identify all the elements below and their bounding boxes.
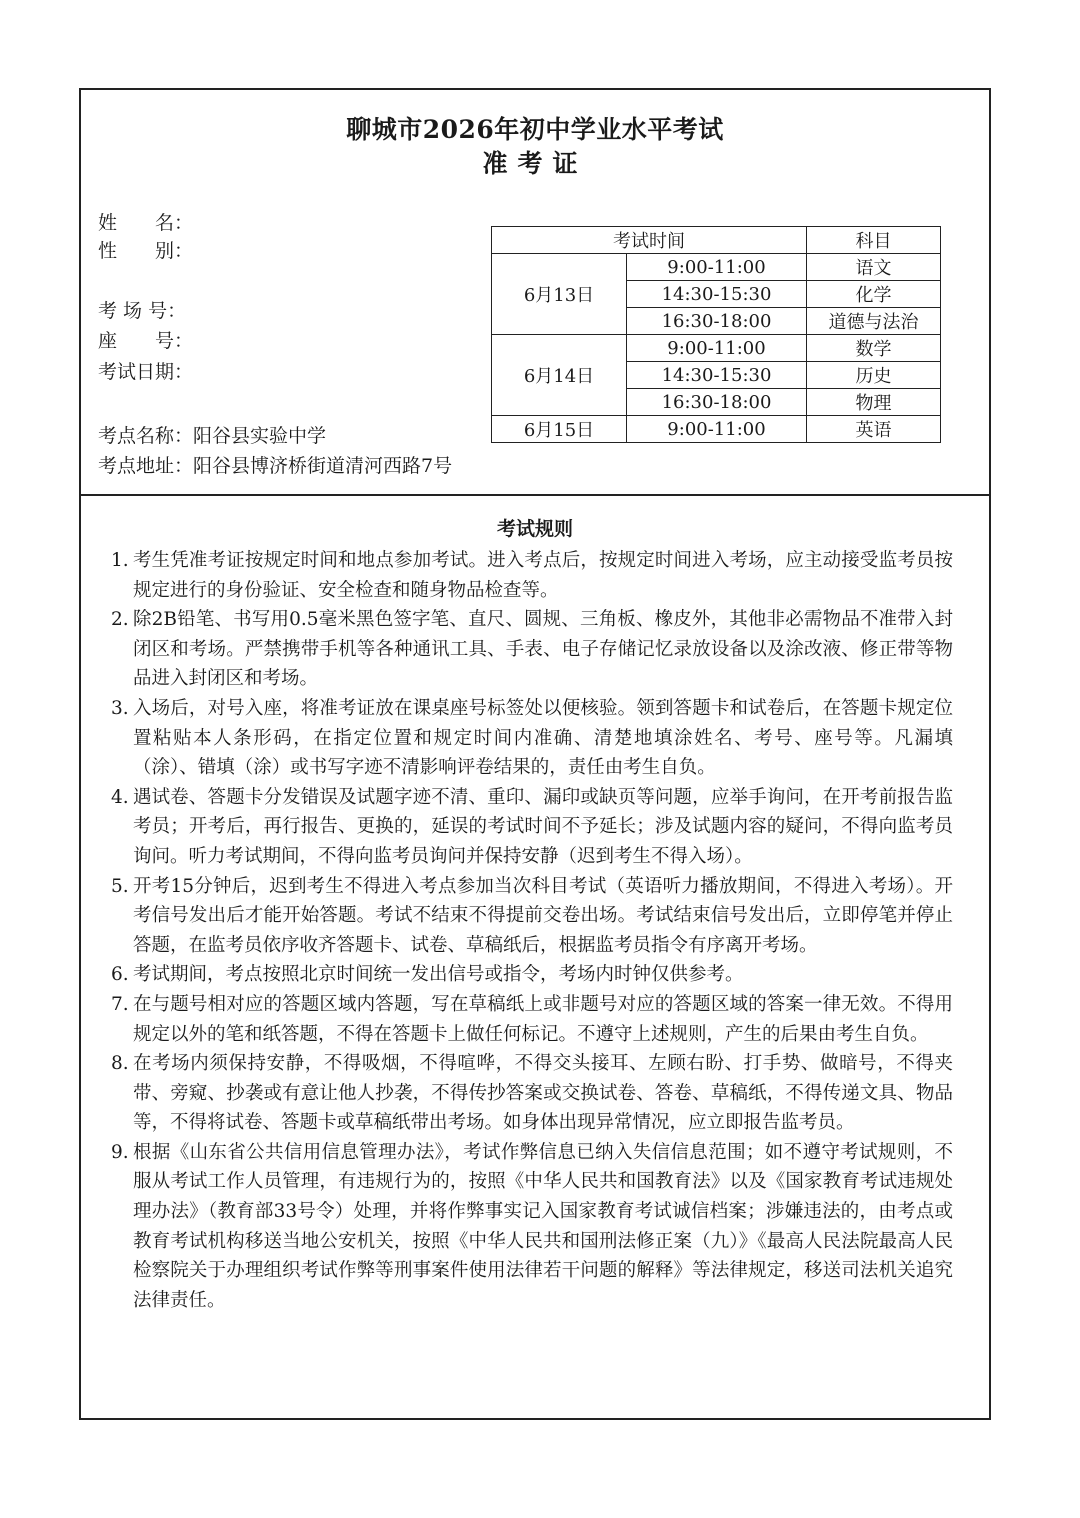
- schedule-header-row: [492, 227, 941, 254]
- rule-number: 9.: [111, 1141, 129, 1163]
- rule-item: [111, 1049, 953, 1138]
- date-cell: 6月15日: [492, 416, 627, 443]
- rule-text: 在与题号相对应的答题区域内答题，写在草稿纸上或非题号对应的答题区域的答案一律无效。不得用规定以外的笔和纸答题，不得在答题卡上做任何标记。不遵守上述规则，产生的后果由考生自负。: [133, 993, 953, 1045]
- table-row: [492, 416, 941, 443]
- rule-number: 5.: [111, 875, 129, 897]
- subject-cell: 历史: [807, 362, 941, 389]
- date-cell: 6月14日: [492, 335, 627, 416]
- room-field: [98, 296, 186, 323]
- rule-item: [111, 960, 953, 990]
- rule-text: 考试期间，考点按照北京时间统一发出信号或指令，考场内时钟仅供参考。: [133, 964, 744, 986]
- header-subject: 科目: [807, 227, 941, 254]
- venue-value: 阳谷县实验中学: [193, 425, 327, 447]
- header-exam-time: 考试时间: [492, 227, 807, 254]
- rule-number: 4.: [111, 786, 129, 808]
- rule-text: 在考场内须保持安静，不得吸烟，不得喧哗，不得交头接耳、左顾右盼、打手势、做暗号，不得夹带、旁窥、抄袭或有意让他人抄袭，不得传抄答案或交换试卷、答卷、草稿纸，不得传递文具、物品等，不得将试卷、答题卡或草稿纸带出考场。如身体出现异常情况，应立即报告监考员。: [133, 1053, 953, 1134]
- rule-text: 除2B铅笔、书写用0.5毫米黑色签字笔、直尺、圆规、三角板、橡皮外，其他非必需物品不准带入封闭区和考场。严禁携带手机等各种通讯工具、手表、电子存储记忆录放设备以及涂改液、修正带等物品进入封闭区和考场。: [133, 609, 953, 690]
- rule-number: 3.: [111, 697, 129, 719]
- rule-item: [111, 872, 953, 961]
- seat-label: 座 号：: [98, 330, 194, 352]
- venue-label: 考点名称：: [98, 425, 194, 447]
- time-cell: 9:00-11:00: [627, 335, 807, 362]
- time-cell: 9:00-11:00: [627, 416, 807, 443]
- subject-cell: 英语: [807, 416, 941, 443]
- subject-cell: 道德与法治: [807, 308, 941, 335]
- table-row: [492, 335, 941, 362]
- subject-cell: 语文: [807, 254, 941, 281]
- date-label: 考试日期：: [98, 361, 194, 383]
- rule-number: 6.: [111, 964, 129, 986]
- rule-item: [111, 694, 953, 783]
- time-cell: 14:30-15:30: [627, 362, 807, 389]
- time-cell: 16:30-18:00: [627, 389, 807, 416]
- seat-field: [98, 326, 193, 353]
- address-label: 考点地址：: [98, 455, 194, 477]
- rule-text: 遇试卷、答题卡分发错误及试题字迹不清、重印、漏印或缺页等问题，应举手询问，在开考前报告监考员；开考后，再行报告、更换的，延误的考试时间不予延长；涉及试题内容的疑问，不得向监考员询问。听力考试期间，不得向监考员询问并保持安静（迟到考生不得入场）。: [133, 786, 953, 867]
- ticket-title: 聊城市2026年初中学业水平考试: [346, 115, 724, 144]
- rule-item: [111, 605, 953, 694]
- address-value: 阳谷县博济桥街道清河西路7号: [193, 455, 453, 477]
- name-label: 姓 名：: [98, 212, 194, 234]
- subject-cell: 数学: [807, 335, 941, 362]
- ticket-subtitle: 准考证: [482, 149, 588, 178]
- name-field: [98, 208, 193, 235]
- subject-cell: 化学: [807, 281, 941, 308]
- rules-list: [111, 546, 953, 1315]
- rule-number: 8.: [111, 1053, 129, 1075]
- rule-item: [111, 1138, 953, 1316]
- time-cell: 16:30-18:00: [627, 308, 807, 335]
- rule-number: 2.: [111, 609, 129, 631]
- rules-title: 考试规则: [496, 518, 573, 540]
- gender-label: 性 别：: [98, 240, 194, 262]
- table-row: [492, 254, 941, 281]
- exam-schedule-table: [491, 226, 941, 443]
- subject-cell: 物理: [807, 389, 941, 416]
- rule-text: 考生凭准考证按规定时间和地点参加考试。进入考点后，按规定时间进入考场，应主动接受监考员按规定进行的身份验证、安全检查和随身物品检查等。: [133, 550, 953, 601]
- venue-field: [98, 421, 326, 448]
- rule-item: [111, 546, 953, 605]
- rule-number: 7.: [111, 993, 129, 1015]
- time-cell: 14:30-15:30: [627, 281, 807, 308]
- time-cell: 9:00-11:00: [627, 254, 807, 281]
- rule-text: 开考15分钟后，迟到考生不得进入考点参加当次科目考试（英语听力播放期间，不得进入考场）。开考信号发出后才能开始答题。考试不结束不得提前交卷出场。考试结束信号发出后，立即停笔并停止答题，在监考员依序收齐答题卡、试卷、草稿纸后，根据监考员指令有序离开考场。: [133, 875, 953, 956]
- rule-item: [111, 990, 953, 1049]
- ticket-header: [81, 90, 989, 496]
- rule-text: 根据《山东省公共信用信息管理办法》，考试作弊信息已纳入失信信息范围；如不遵守考试规则，不服从考试工作人员管理，有违规行为的，按照《中华人民共和国教育法》以及《国家教育考试违规处理办法》（教育部33号令）处理，并将作弊事实记入国家教育考试诚信档案；涉嫌违法的，由考点或教育考试机构移送当地公安机关，按照《中华人民共和国刑法修正案（九）》《最高人民法院最高人民检察院关于办理组织考试作弊等刑事案件使用法律若干问题的解释》等法律规定，移送司法机关追究法律责任。: [133, 1141, 953, 1311]
- date-cell: 6月13日: [492, 254, 627, 335]
- admission-ticket: [79, 88, 991, 1420]
- room-label: 考 场 号：: [98, 300, 187, 322]
- rule-number: 1.: [111, 550, 129, 571]
- address-field: [98, 451, 452, 478]
- gender-field: [98, 236, 193, 263]
- date-field: [98, 357, 193, 384]
- rule-text: 入场后，对号入座，将准考证放在课桌座号标签处以便核验。领到答题卡和试卷后，在答题卡规定位置粘贴本人条形码，在指定位置和规定时间内准确、清楚地填涂姓名、考号、座号等。凡漏填（涂）、错填（涂）或书写字迹不清影响评卷结果的，责任由考生自负。: [133, 697, 953, 779]
- rule-item: [111, 783, 953, 872]
